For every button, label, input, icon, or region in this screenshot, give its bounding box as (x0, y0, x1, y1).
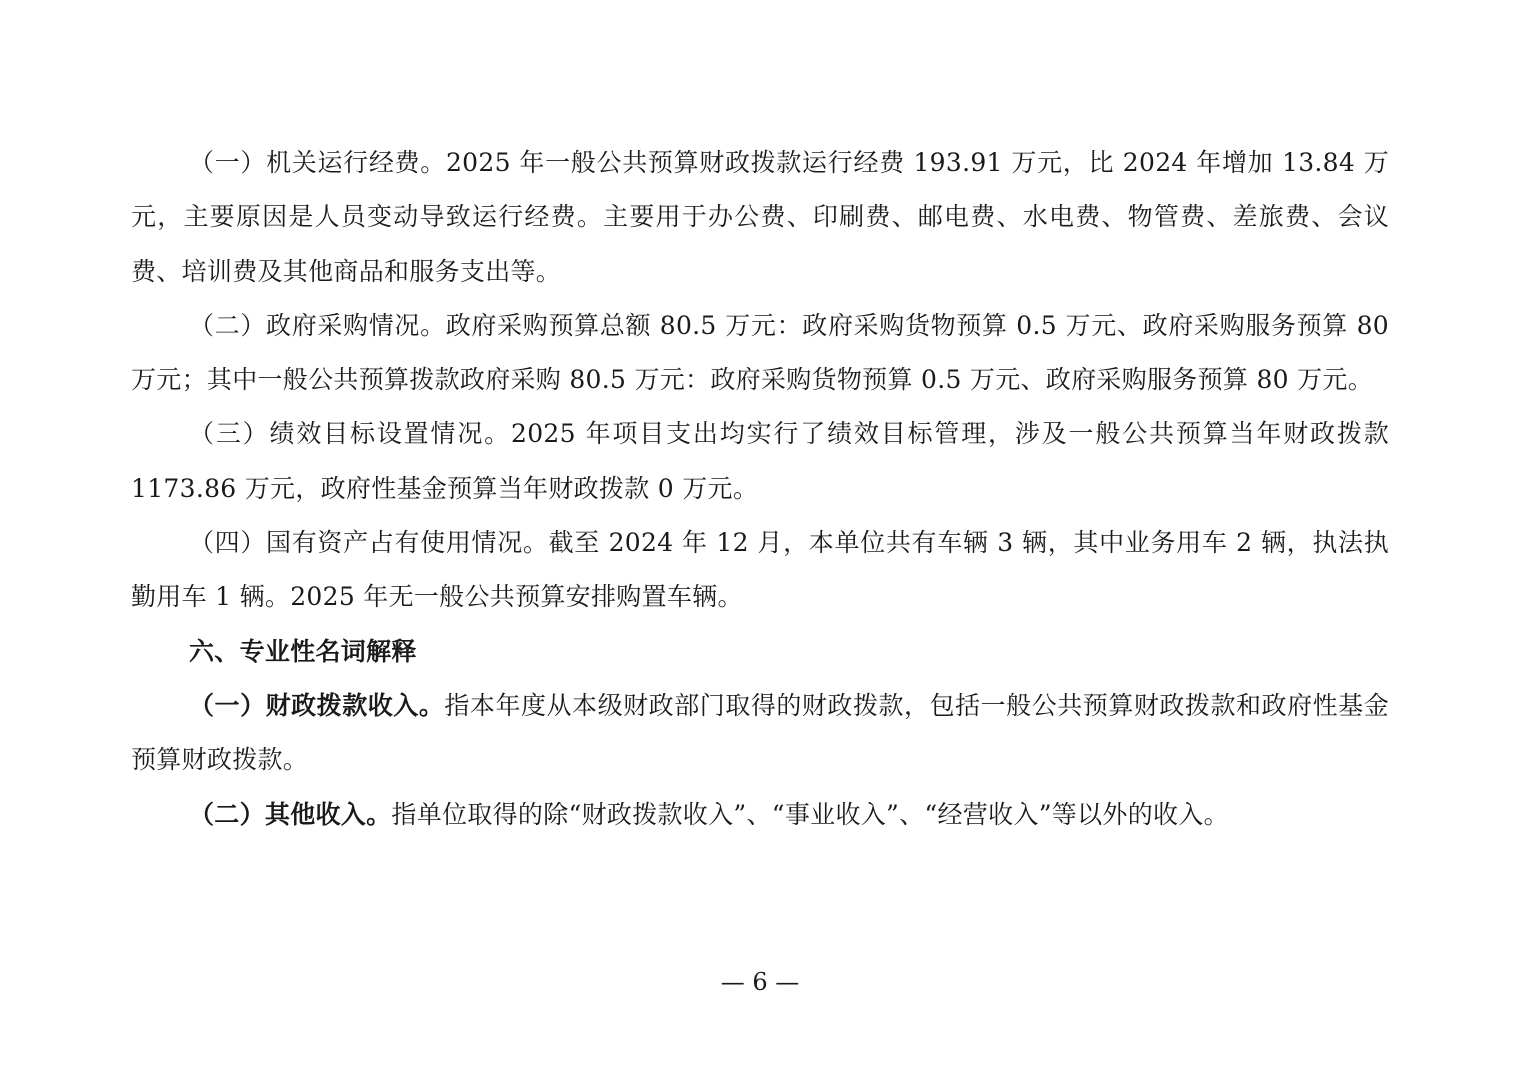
paragraph-lead: （二）政府采购情况。 (189, 310, 446, 340)
page-number: — 6 — (720, 968, 800, 996)
paragraph-text: 2025 年项目支出均实行了绩效目标管理，涉及一般公共预算当年财政拨款 1173.86 万元，政府性基金预算当年财政拨款 0 万元。 (131, 419, 1389, 503)
paragraph-performance-targets (131, 407, 1389, 516)
paragraph-lead: （三）绩效目标设置情况。 (189, 419, 511, 449)
paragraph-text: 2025 年一般公共预算财政拨款运行经费 193.91 万元，比 2024 年增加 13.84 万元，主要原因是人员变动导致运行经费。主要用于办公费、印刷费、邮电费、水电费、物管费、差旅费、会议费、培训费及其他商品和服务支出等。 (131, 148, 1389, 286)
definition-term: （二）其他收入。 (189, 799, 392, 829)
paragraph-state-assets (131, 516, 1389, 625)
definition-other-income (131, 788, 1389, 842)
definition-fiscal-appropriation-income (131, 679, 1389, 788)
paragraph-government-procurement (131, 299, 1389, 408)
section-heading: 六、专业性名词解释 (189, 636, 417, 666)
definition-text: 指单位取得的除“财政拨款收入”、“事业收入”、“经营收入”等以外的收入。 (391, 799, 1229, 829)
document-body (131, 136, 1389, 842)
paragraph-lead: （四）国有资产占有使用情况。 (189, 528, 549, 558)
paragraph-text: 截至 2024 年 12 月，本单位共有车辆 3 辆，其中业务用车 2 辆，执法执勤用车 1 辆。2025 年无一般公共预算安排购置车辆。 (131, 528, 1390, 612)
paragraph-lead: （一）机关运行经费。 (189, 148, 446, 177)
definition-text: 指本年度从本级财政部门取得的财政拨款，包括一般公共预算财政拨款和政府性基金预算财政拨款。 (131, 690, 1389, 775)
paragraph-operating-expenses (131, 136, 1389, 299)
paragraph-text: 政府采购预算总额 80.5 万元：政府采购货物预算 0.5 万元、政府采购服务预算 80 万元；其中一般公共预算拨款政府采购 80.5 万元：政府采购货物预算 0.5 万元、政府采购服务预算 80 万元。 (131, 310, 1389, 395)
definition-term: （一）财政拨款收入。 (189, 690, 445, 720)
